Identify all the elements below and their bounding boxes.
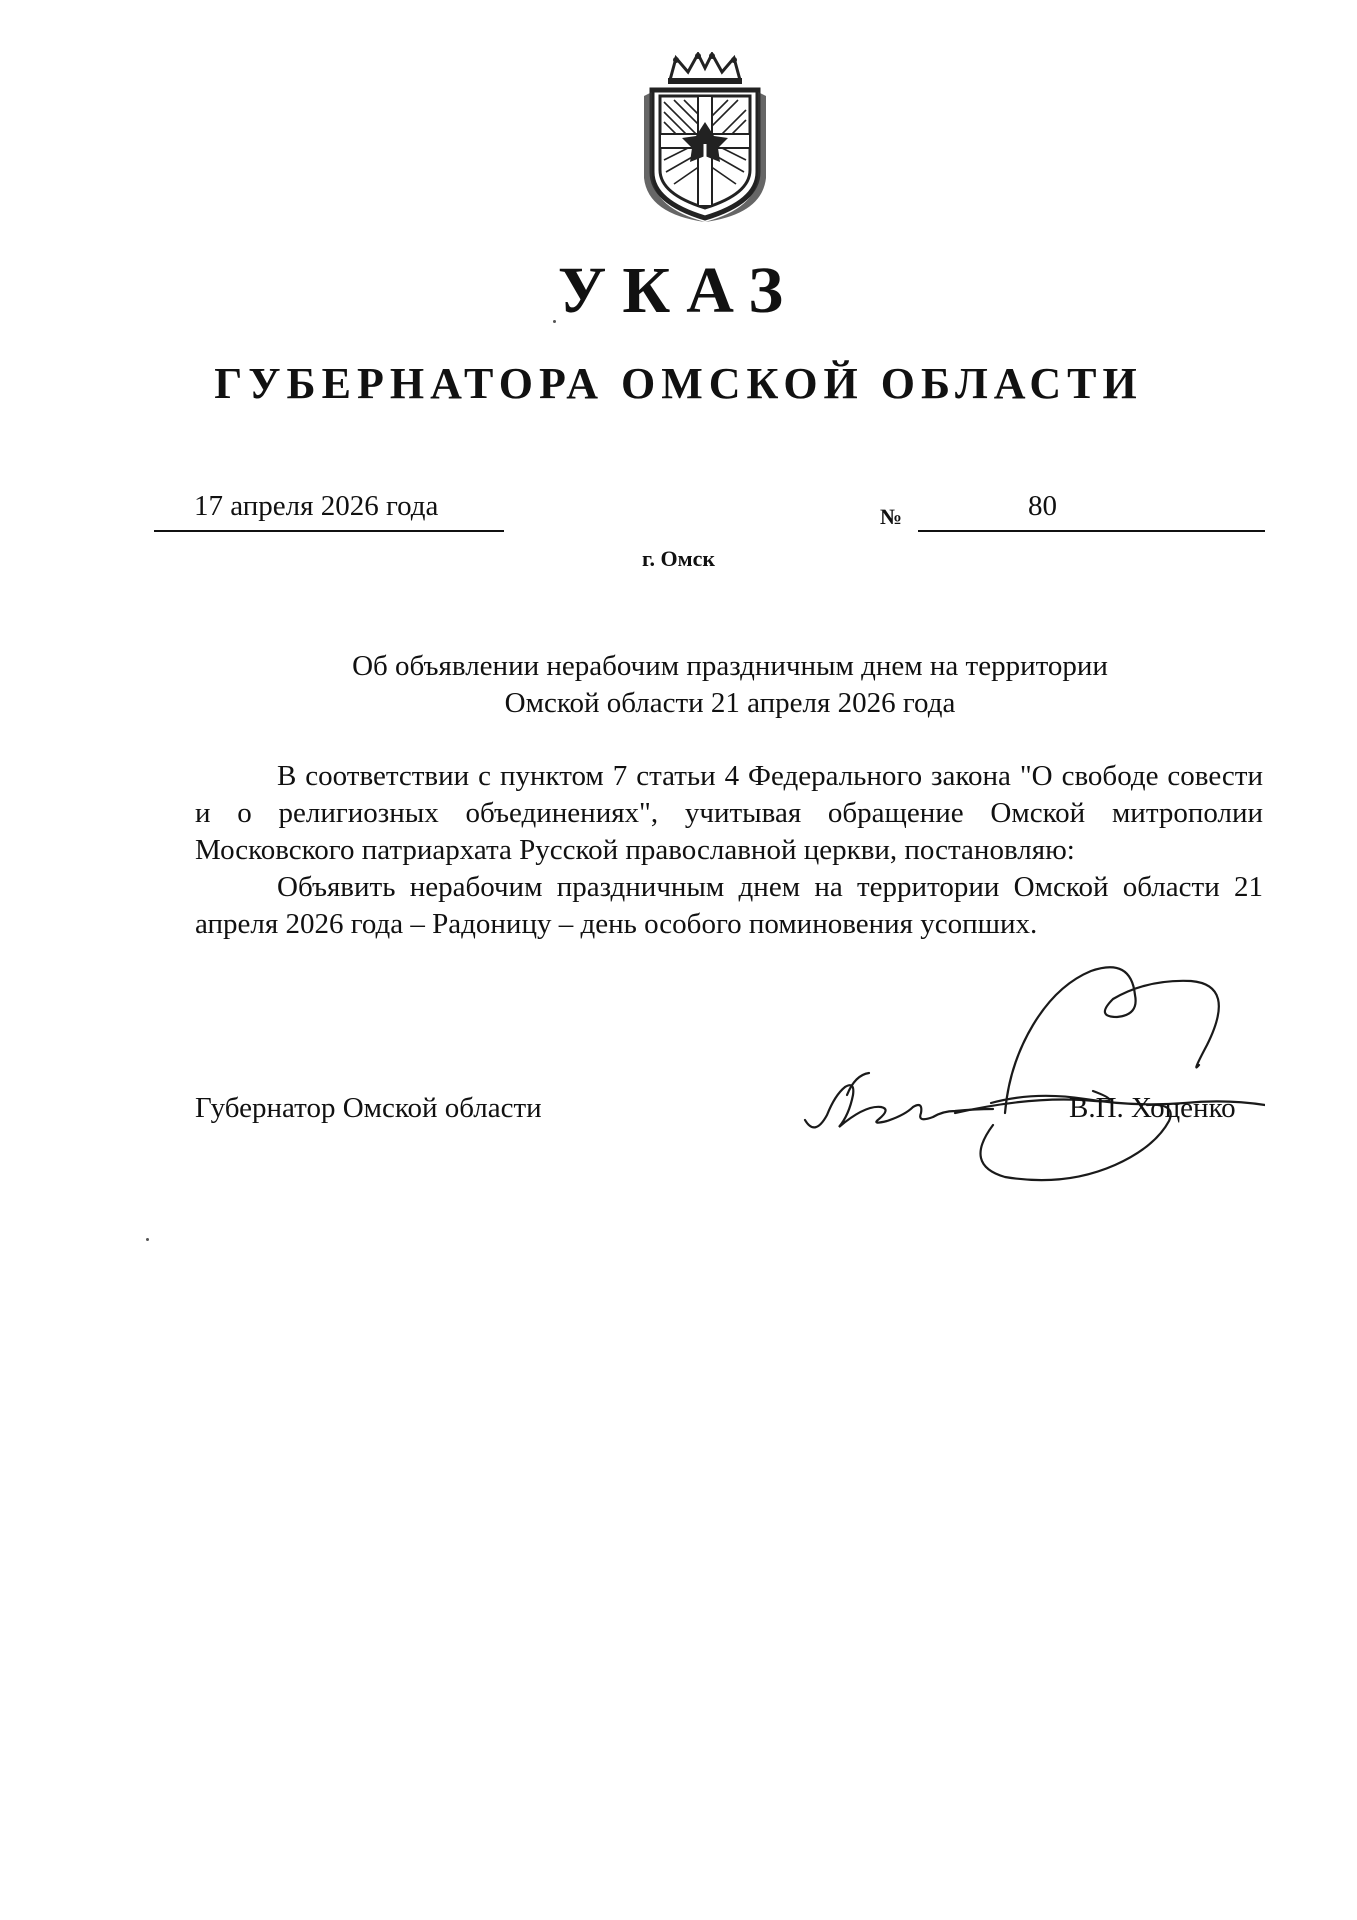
coat-of-arms-emblem [640, 52, 770, 222]
handwritten-signature [795, 955, 1265, 1185]
document-city: г. Омск [641, 546, 716, 571]
scan-speck [146, 1238, 149, 1241]
document-subtitle: ГУБЕРНАТОРА ОМСКОЙ ОБЛАСТИ [214, 359, 1143, 408]
heading-line-1: Об объявлении нерабочим праздничным днем на территории [352, 650, 1108, 682]
signatory-position: Губернатор Омской области [195, 1092, 542, 1124]
signatory-name: В.П. Хоценко [1069, 1092, 1236, 1124]
document-number: 80 [1028, 490, 1057, 522]
heading-line-2: Омской области 21 апреля 2026 года [504, 687, 956, 719]
document-title: УКАЗ [557, 254, 800, 327]
document-body [195, 758, 1263, 943]
scan-speck [553, 320, 556, 323]
body-paragraph-2: Объявить нерабочим праздничным днем на территории Омской области 21 апреля 2026 года – Радоницу – день особого поминовения усопших. [195, 871, 1263, 940]
document-date: 17 апреля 2026 года [194, 490, 439, 522]
date-line [154, 492, 504, 532]
number-sign: № [880, 504, 903, 529]
number-line [918, 492, 1265, 532]
body-paragraph-1: В соответствии с пунктом 7 статьи 4 Федерального закона "О свободе совести и о религиозных объединениях", учитывая обращение Омской митрополии Московского патриархата Русской православной церкви, постановляю: [195, 760, 1263, 866]
document-heading [200, 648, 1260, 722]
